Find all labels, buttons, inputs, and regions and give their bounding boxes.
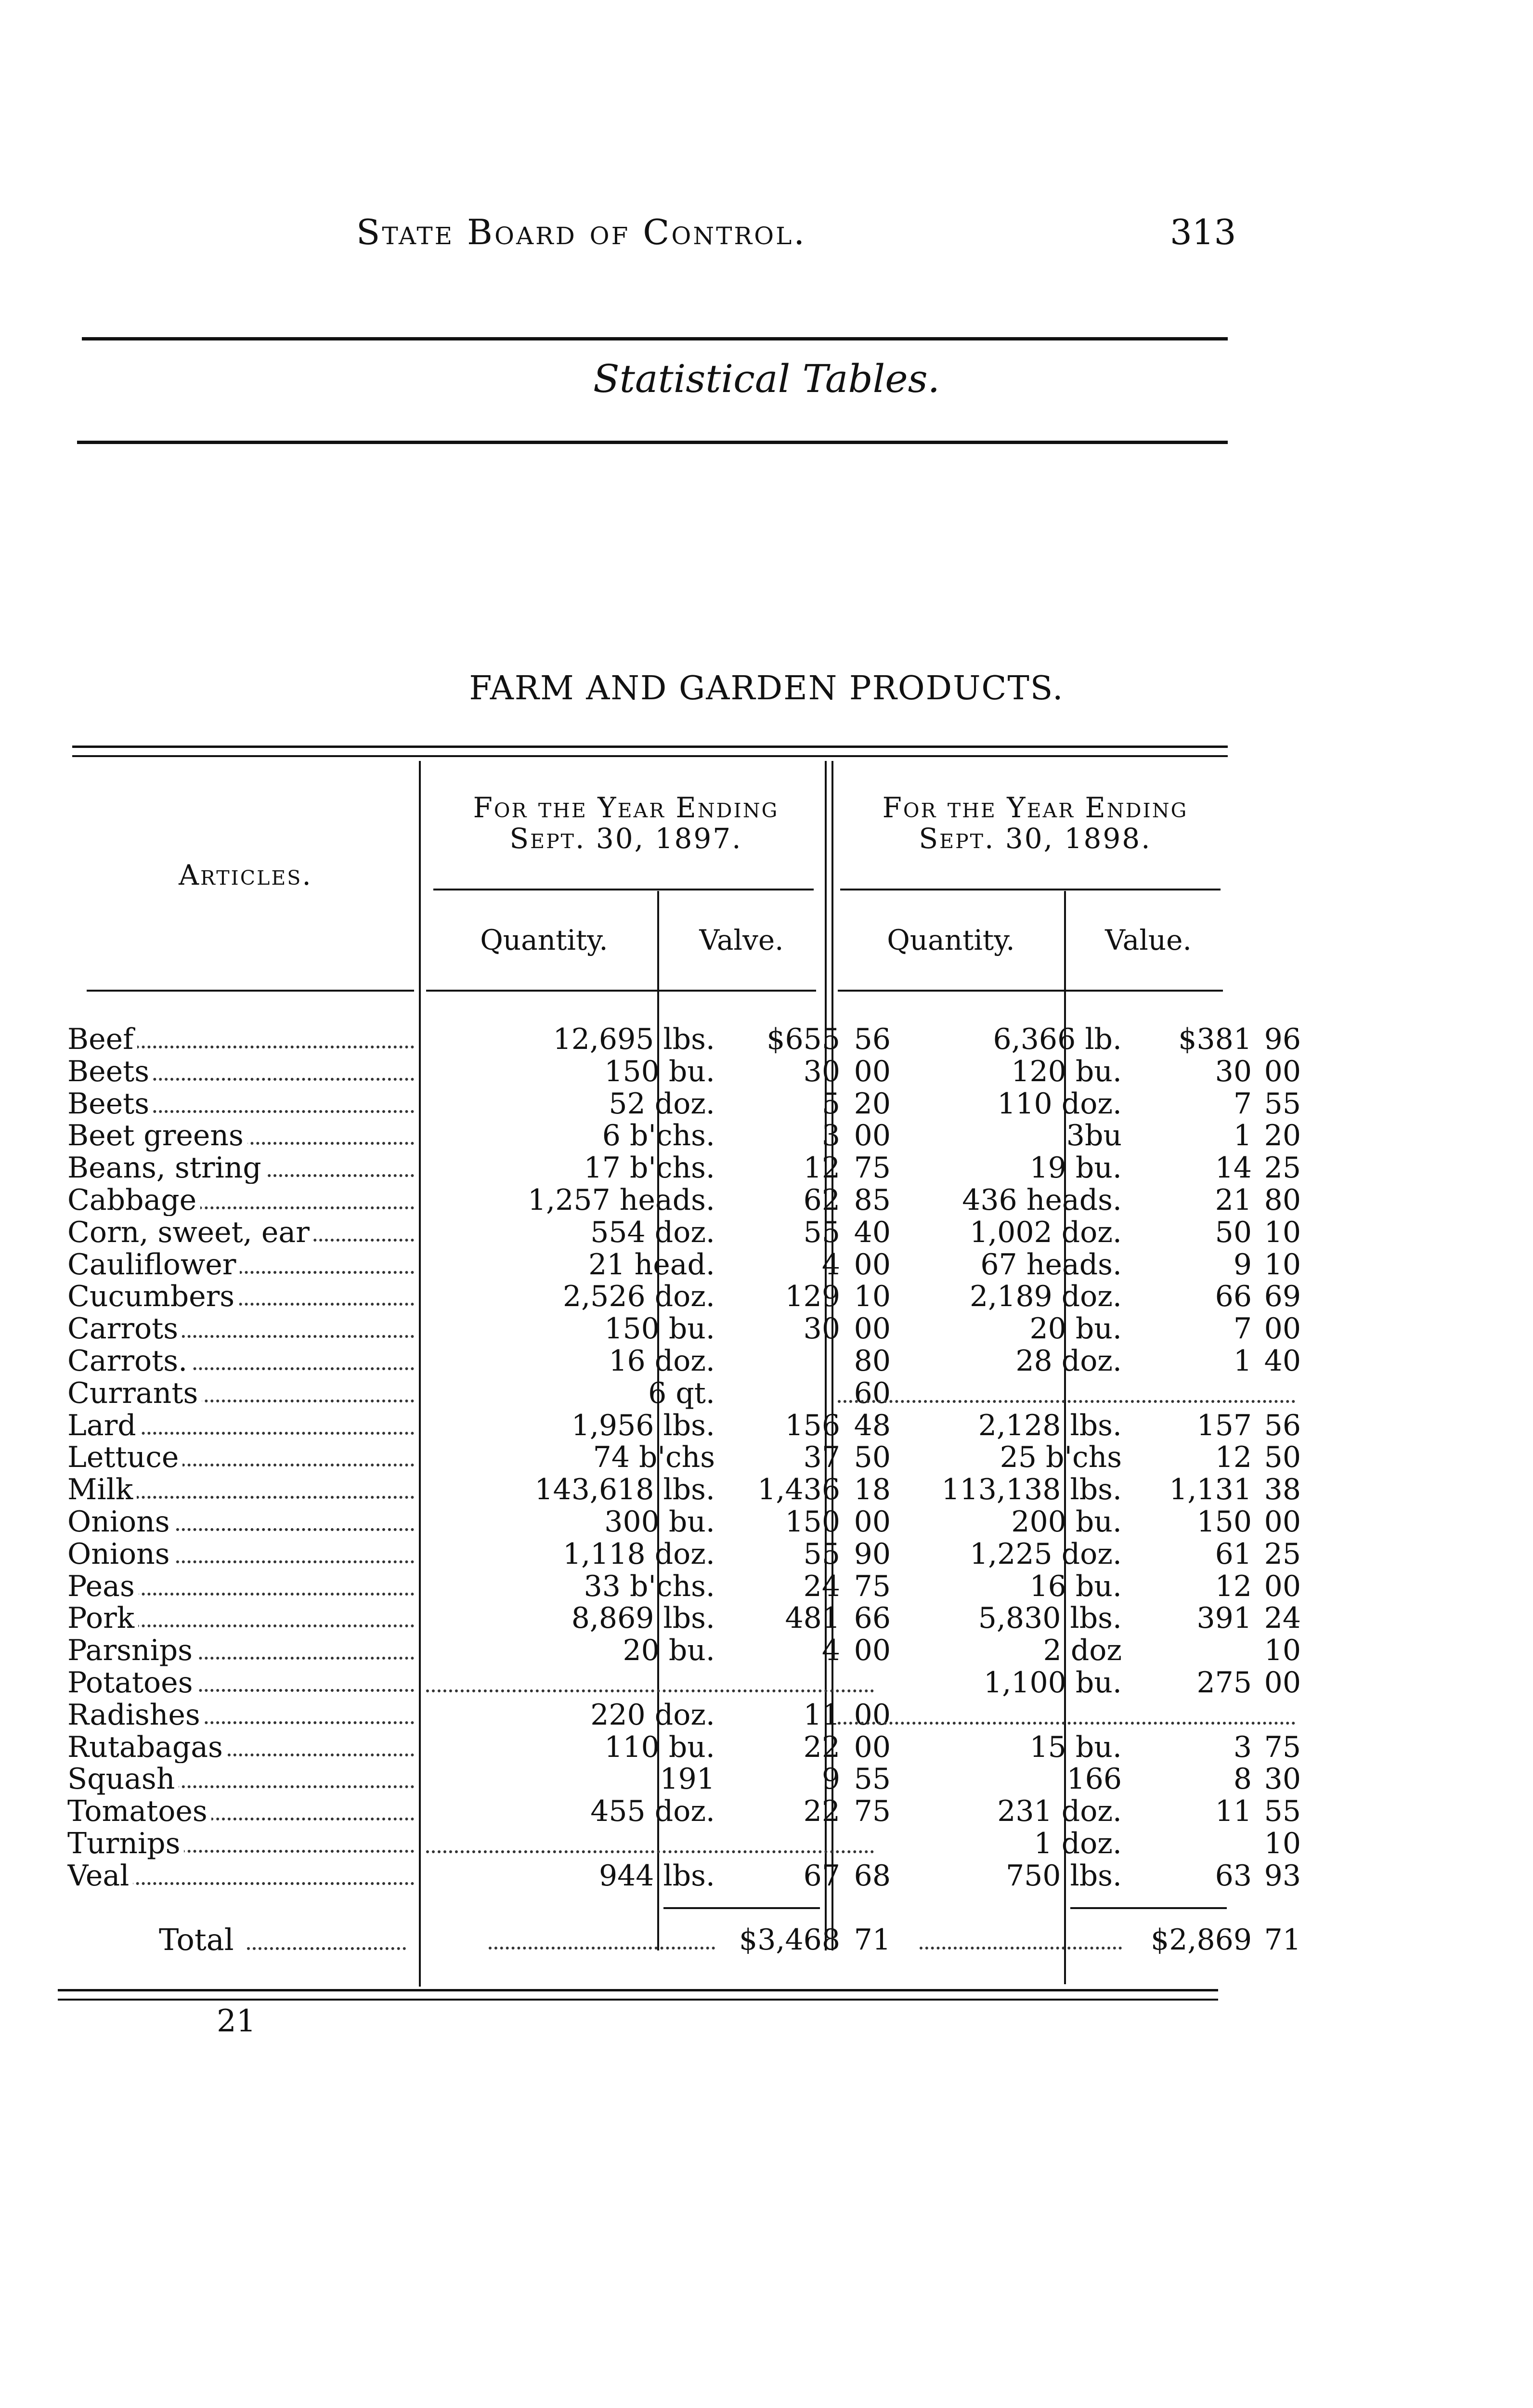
total-row xyxy=(67,1922,1301,1957)
table-title: FARM AND GARDEN PRODUCTS. xyxy=(469,669,1064,707)
quantity-1898-cell: 166 xyxy=(1066,1762,1122,1796)
value-1898-dollars-cell: 3 xyxy=(1233,1730,1252,1764)
value-1898-cents-cell: 10 xyxy=(1264,1827,1301,1860)
value-1897-dollars-cell: 55 xyxy=(803,1537,840,1571)
article-cell xyxy=(67,1506,414,1538)
value-1898-cents-cell: 80 xyxy=(1264,1183,1301,1217)
quantity-1898-cell: 1,002 doz. xyxy=(969,1216,1122,1249)
quantity-1897-cell: 944 lbs. xyxy=(598,1859,715,1893)
quantity-1898-cell: 231 doz. xyxy=(997,1794,1122,1828)
value-1897-cents-cell: 80 xyxy=(854,1344,891,1378)
value-1897-cents-cell: 75 xyxy=(854,1794,891,1828)
article-label: Lettuce xyxy=(67,1441,182,1473)
value-1898-dollars-cell: $381 xyxy=(1178,1022,1252,1056)
value-1898-cents-cell: 00 xyxy=(1264,1570,1301,1603)
total-dollars-1897: $3,468 xyxy=(739,1923,840,1957)
quantity-1897-cell: 150 bu. xyxy=(604,1312,715,1346)
table-row xyxy=(67,1537,1301,1571)
article-cell xyxy=(67,1763,414,1795)
article-label: Beef xyxy=(67,1023,137,1055)
quantity-1897-cell: 554 doz. xyxy=(590,1216,715,1249)
value-1897-cents-cell: 56 xyxy=(854,1022,891,1056)
table-row xyxy=(67,1119,1301,1152)
value-1898-cents-cell: 93 xyxy=(1264,1859,1301,1893)
value-1898-cents-cell: 00 xyxy=(1264,1312,1301,1346)
value-1897-cents-cell: 00 xyxy=(854,1698,891,1732)
quantity-1898-cell: 113,138 lbs. xyxy=(941,1473,1122,1506)
article-label: Pork xyxy=(67,1602,138,1634)
total-cents-1897: 71 xyxy=(854,1923,891,1957)
value-1897-dollars-cell: $655 xyxy=(766,1022,840,1056)
article-cell xyxy=(67,1731,414,1763)
value-1898-cents-cell: 56 xyxy=(1264,1409,1301,1442)
value-1898-dollars-cell: 391 xyxy=(1196,1601,1252,1635)
value-1897-dollars-cell: 30 xyxy=(803,1055,840,1088)
value-1898-cents-cell: 20 xyxy=(1264,1119,1301,1152)
value-1897-cents-cell: 50 xyxy=(854,1440,891,1474)
value-1898-dollars-cell: 150 xyxy=(1196,1505,1252,1539)
quantity-1898-cell: 6,366 lb. xyxy=(993,1022,1122,1056)
column-header-1897: For the Year Ending Sept. 30, 1897. xyxy=(473,791,779,855)
article-label: Onions xyxy=(67,1538,174,1570)
quantity-1898-cell: 15 bu. xyxy=(1029,1730,1122,1764)
quantity-1897-cell: 150 bu. xyxy=(604,1055,715,1088)
table-row xyxy=(67,1827,1301,1860)
table-row xyxy=(67,1666,1301,1700)
value-1898-dollars-cell: 7 xyxy=(1233,1312,1252,1346)
header-bottom-rule-articles xyxy=(87,990,414,992)
article-label: Cucumbers xyxy=(67,1281,238,1312)
table-row xyxy=(67,1216,1301,1249)
article-label: Currants xyxy=(67,1377,202,1409)
value-1897-dollars-cell: 67 xyxy=(803,1859,840,1893)
quantity-1898-cell: 1,100 bu. xyxy=(984,1666,1122,1700)
quantity-1898-cell: 750 lbs. xyxy=(1005,1859,1122,1893)
column-header-articles: Articles. xyxy=(179,859,312,891)
value-1897-cents-cell: 00 xyxy=(854,1730,891,1764)
blank-1897-leader-dots xyxy=(426,1667,874,1699)
article-cell xyxy=(67,1474,414,1505)
article-label: Cauliflower xyxy=(67,1249,240,1281)
value-1898-dollars-cell: 21 xyxy=(1215,1183,1252,1217)
signature-mark: 21 xyxy=(217,2003,256,2039)
value-1898-cents-cell: 55 xyxy=(1264,1794,1301,1828)
article-label: Beets xyxy=(67,1056,153,1087)
value-1898-cents-cell: 75 xyxy=(1264,1730,1301,1764)
article-label: Beans, string xyxy=(67,1152,265,1184)
value-1897-cents-cell: 85 xyxy=(854,1183,891,1217)
article-cell xyxy=(67,1023,414,1055)
value-1897-dollars-cell: 24 xyxy=(803,1570,840,1603)
value-1898-cents-cell: 10 xyxy=(1264,1216,1301,1249)
article-cell xyxy=(67,1281,414,1312)
table-bottom-rule-1 xyxy=(58,1989,1218,1991)
table-row xyxy=(67,1473,1301,1506)
quantity-1897-cell: 143,618 lbs. xyxy=(534,1473,715,1506)
subheader-rule-1897 xyxy=(433,889,814,890)
article-cell xyxy=(67,1699,414,1731)
value-1898-dollars-cell: 50 xyxy=(1215,1216,1252,1249)
blank-1897-leader-dots xyxy=(426,1828,874,1859)
article-label: Beets xyxy=(67,1088,153,1120)
table-row xyxy=(67,1859,1301,1893)
value-1897-cents-cell: 00 xyxy=(854,1055,891,1088)
value-1897-dollars-cell: 129 xyxy=(785,1280,840,1313)
value-1897-dollars-cell: 22 xyxy=(803,1730,840,1764)
value-1897-cents-cell: 00 xyxy=(854,1505,891,1539)
article-cell xyxy=(67,1538,414,1570)
value-1898-cents-cell: 55 xyxy=(1264,1087,1301,1121)
article-label: Parsnips xyxy=(67,1635,196,1666)
value-1898-dollars-cell: 30 xyxy=(1215,1055,1252,1088)
article-label: Cabbage xyxy=(67,1184,200,1216)
value-1898-dollars-cell: 7 xyxy=(1233,1087,1252,1121)
quantity-1897-cell: 16 doz. xyxy=(609,1344,715,1378)
value-1897-dollars-cell: 4 xyxy=(821,1634,840,1667)
table-row xyxy=(67,1570,1301,1603)
value-1898-dollars-cell: 275 xyxy=(1196,1666,1252,1700)
quantity-1897-cell: 20 bu. xyxy=(623,1634,715,1667)
value-1898-dollars-cell: 11 xyxy=(1215,1794,1252,1828)
value-1897-cents-cell: 00 xyxy=(854,1248,891,1282)
blank-1898-leader-dots xyxy=(838,1377,1295,1409)
value-1898-cents-cell: 25 xyxy=(1264,1537,1301,1571)
quantity-1897-cell: 1,118 doz. xyxy=(562,1537,715,1571)
table-top-rule-1 xyxy=(72,746,1228,748)
value-1898-cents-cell: 25 xyxy=(1264,1151,1301,1185)
article-label: Onions xyxy=(67,1506,174,1538)
quantity-1897-cell: 191 xyxy=(660,1762,715,1796)
quantity-1897-cell: 220 doz. xyxy=(590,1698,715,1732)
article-cell xyxy=(67,1056,414,1087)
value-1898-dollars-cell: 66 xyxy=(1215,1280,1252,1313)
article-label: Squash xyxy=(67,1763,179,1795)
value-1898-dollars-cell: 1 xyxy=(1233,1119,1252,1152)
value-1898-cents-cell: 38 xyxy=(1264,1473,1301,1506)
quantity-1898-cell: 16 bu. xyxy=(1029,1570,1122,1603)
column-header-1898: For the Year Ending Sept. 30, 1898. xyxy=(882,791,1188,855)
article-cell xyxy=(67,1410,414,1441)
value-1897-cents-cell: 75 xyxy=(854,1570,891,1603)
article-label: Radishes xyxy=(67,1699,204,1731)
value-1898-cents-cell: 24 xyxy=(1264,1601,1301,1635)
value-1898-cents-cell: 50 xyxy=(1264,1440,1301,1474)
column-header-value-1898: Value. xyxy=(1105,924,1192,956)
table-row xyxy=(67,1634,1301,1667)
article-label: Turnips xyxy=(67,1828,184,1859)
value-1898-cents-cell: 30 xyxy=(1264,1762,1301,1796)
table-row xyxy=(67,1505,1301,1539)
article-cell xyxy=(67,1860,414,1892)
quantity-1897-cell: 6 qt. xyxy=(648,1376,715,1410)
table-row xyxy=(67,1055,1301,1088)
value-1897-dollars-cell: 9 xyxy=(821,1762,840,1796)
table-row xyxy=(67,1087,1301,1121)
quantity-1898-cell: 1 doz. xyxy=(1034,1827,1122,1860)
running-head: State Board of Control. xyxy=(356,212,807,252)
article-cell xyxy=(67,1795,414,1827)
value-1898-cents-cell: 96 xyxy=(1264,1022,1301,1056)
value-1897-cents-cell: 90 xyxy=(854,1537,891,1571)
value-1898-cents-cell: 10 xyxy=(1264,1634,1301,1667)
table-row xyxy=(67,1762,1301,1796)
header-bottom-rule-1898 xyxy=(838,990,1223,992)
quantity-1897-cell: 21 head. xyxy=(588,1248,715,1282)
value-1897-cents-cell: 55 xyxy=(854,1762,891,1796)
article-label: Rutabagas xyxy=(67,1731,227,1763)
quantity-1898-cell: 120 bu. xyxy=(1011,1055,1122,1088)
total-leader-dots xyxy=(247,1928,406,1950)
value-1898-dollars-cell: 12 xyxy=(1215,1440,1252,1474)
page-number: 313 xyxy=(1170,212,1236,252)
quantity-1897-cell: 2,526 doz. xyxy=(562,1280,715,1313)
quantity-1898-cell: 200 bu. xyxy=(1011,1505,1122,1539)
article-label: Corn, sweet, ear xyxy=(67,1217,313,1248)
table-row xyxy=(67,1730,1301,1764)
article-cell xyxy=(67,1441,414,1473)
value-1897-dollars-cell: 156 xyxy=(785,1409,840,1442)
total-quantity-1897 xyxy=(426,1924,715,1956)
value-1897-cents-cell: 40 xyxy=(854,1216,891,1249)
head-rule-bottom xyxy=(77,441,1228,444)
value-1898-cents-cell: 10 xyxy=(1264,1248,1301,1282)
value-1897-cents-cell: 10 xyxy=(854,1280,891,1313)
value-1897-dollars-cell: 62 xyxy=(803,1183,840,1217)
table-row xyxy=(67,1794,1301,1828)
header-bottom-rule-1897 xyxy=(426,990,816,992)
value-1898-cents-cell: 00 xyxy=(1264,1055,1301,1088)
value-1897-dollars-cell: 1,436 xyxy=(757,1473,840,1506)
value-1898-dollars-cell: 12 xyxy=(1215,1570,1252,1603)
value-1898-dollars-cell: 63 xyxy=(1215,1859,1252,1893)
quantity-1898-cell: 2 doz xyxy=(1043,1634,1122,1667)
quantity-1897-cell: 17 b'chs. xyxy=(584,1151,715,1185)
quantity-1898-cell: 19 bu. xyxy=(1029,1151,1122,1185)
value-1897-cents-cell: 18 xyxy=(854,1473,891,1506)
column-header-value-1897: Valve. xyxy=(699,924,784,956)
value-1897-cents-cell: 75 xyxy=(854,1151,891,1185)
article-label: Peas xyxy=(67,1570,139,1602)
article-label: Potatoes xyxy=(67,1667,196,1699)
value-1897-dollars-cell: 150 xyxy=(785,1505,840,1539)
article-label: Carrots xyxy=(67,1313,182,1345)
quantity-1898-cell: 110 doz. xyxy=(997,1087,1122,1121)
value-1897-dollars-cell: 4 xyxy=(821,1248,840,1282)
value-1897-cents-cell: 60 xyxy=(854,1376,891,1410)
article-label: Beet greens xyxy=(67,1120,247,1152)
article-cell xyxy=(67,1249,414,1281)
value-1897-cents-cell: 66 xyxy=(854,1601,891,1635)
value-1897-dollars-cell: 12 xyxy=(803,1151,840,1185)
value-1897-dollars-cell: 5 xyxy=(821,1087,840,1121)
quantity-1897-cell: 110 bu. xyxy=(604,1730,715,1764)
article-label: Lard xyxy=(67,1410,140,1441)
value-1897-dollars-cell: 55 xyxy=(803,1216,840,1249)
table-row xyxy=(67,1699,1233,1731)
total-rule-1897 xyxy=(663,1907,820,1909)
quantity-1898-cell: 1,225 doz. xyxy=(969,1537,1122,1571)
article-cell xyxy=(67,1667,414,1699)
article-cell xyxy=(67,1217,414,1248)
quantity-1897-cell: 1,956 lbs. xyxy=(571,1409,715,1442)
table-row xyxy=(67,1280,1301,1313)
quantity-1897-cell: 1,257 heads. xyxy=(527,1183,715,1217)
article-cell xyxy=(67,1184,414,1216)
quantity-1897-cell: 52 doz. xyxy=(609,1087,715,1121)
quantity-1897-cell: 6 b'chs. xyxy=(602,1119,715,1152)
table-row xyxy=(67,1248,1301,1282)
value-1897-cents-cell: 00 xyxy=(854,1634,891,1667)
quantity-1898-cell: 20 bu. xyxy=(1029,1312,1122,1346)
value-1898-dollars-cell: 157 xyxy=(1196,1409,1252,1442)
article-cell xyxy=(67,1377,414,1409)
table-row xyxy=(67,1344,1301,1378)
value-1897-cents-cell: 68 xyxy=(854,1859,891,1893)
article-cell xyxy=(67,1088,414,1120)
value-1897-dollars-cell: 22 xyxy=(803,1794,840,1828)
table-row xyxy=(67,1601,1301,1635)
value-1898-dollars-cell: 61 xyxy=(1215,1537,1252,1571)
article-cell xyxy=(67,1570,414,1602)
total-cents-1898: 71 xyxy=(1264,1923,1301,1957)
value-1897-cents-cell: 20 xyxy=(854,1087,891,1121)
quantity-1897-cell: 8,869 lbs. xyxy=(571,1601,715,1635)
total-label-text: Total xyxy=(159,1922,234,1957)
column-header-quantity-1897: Quantity. xyxy=(480,924,608,956)
article-cell xyxy=(67,1152,414,1184)
quantity-1897-cell: 33 b'chs. xyxy=(584,1570,715,1603)
article-label: Tomatoes xyxy=(67,1795,211,1827)
article-cell xyxy=(67,1313,414,1345)
head-rule-top xyxy=(82,337,1228,340)
value-1897-dollars-cell: 37 xyxy=(803,1440,840,1474)
table-row xyxy=(67,1022,1301,1056)
quantity-1898-cell: 28 doz. xyxy=(1015,1344,1122,1378)
table-row xyxy=(67,1440,1301,1474)
quantity-1898-cell: 25 b'chs xyxy=(1000,1440,1122,1474)
column-header-quantity-1898: Quantity. xyxy=(887,924,1015,956)
quantity-1897-cell: 300 bu. xyxy=(604,1505,715,1539)
table-row xyxy=(67,1312,1301,1346)
article-cell xyxy=(67,1828,414,1859)
table-row xyxy=(67,1409,1301,1442)
value-1897-dollars-cell: 481 xyxy=(785,1601,840,1635)
value-1897-cents-cell: 48 xyxy=(854,1409,891,1442)
value-1897-dollars-cell: 11 xyxy=(803,1698,840,1732)
quantity-1898-cell: 2,128 lbs. xyxy=(978,1409,1122,1442)
table-row xyxy=(67,1151,1301,1185)
table-row xyxy=(67,1377,1233,1409)
value-1897-cents-cell: 00 xyxy=(854,1119,891,1152)
value-1897-dollars-cell: 3 xyxy=(821,1119,840,1152)
quantity-1897-cell: 12,695 lbs. xyxy=(553,1022,715,1056)
value-1898-dollars-cell: 8 xyxy=(1233,1762,1252,1796)
total-label xyxy=(159,1924,406,1956)
value-1897-cents-cell: 00 xyxy=(854,1312,891,1346)
value-1898-cents-cell: 00 xyxy=(1264,1666,1301,1700)
quantity-1898-cell: 5,830 lbs. xyxy=(978,1601,1122,1635)
value-1898-cents-cell: 69 xyxy=(1264,1280,1301,1313)
value-1898-dollars-cell: 1,131 xyxy=(1169,1473,1252,1506)
value-1898-cents-cell: 00 xyxy=(1264,1505,1301,1539)
value-1897-dollars-cell: 30 xyxy=(803,1312,840,1346)
subheader-rule-1898 xyxy=(840,889,1221,890)
quantity-1898-cell: 2,189 doz. xyxy=(969,1280,1122,1313)
article-cell xyxy=(67,1120,414,1152)
total-dollars-1898: $2,869 xyxy=(1151,1923,1252,1957)
total-quantity-1898 xyxy=(903,1924,1122,1956)
quantity-1898-cell: 436 heads. xyxy=(962,1183,1122,1217)
article-cell xyxy=(67,1602,414,1634)
quantity-1898-cell: 3bu xyxy=(1066,1119,1122,1152)
table-top-rule-2 xyxy=(72,755,1228,757)
article-cell xyxy=(67,1345,414,1377)
quantity-1897-cell: 455 doz. xyxy=(590,1794,715,1828)
article-label: Milk xyxy=(67,1474,137,1505)
article-label: Carrots. xyxy=(67,1345,191,1377)
table-bottom-rule-2 xyxy=(58,1999,1218,2001)
total-rule-1898 xyxy=(1070,1907,1227,1909)
value-1898-dollars-cell: 1 xyxy=(1233,1344,1252,1378)
article-cell xyxy=(67,1635,414,1666)
blank-1898-leader-dots xyxy=(838,1699,1295,1731)
quantity-1898-cell: 67 heads. xyxy=(980,1248,1122,1282)
value-1898-cents-cell: 40 xyxy=(1264,1344,1301,1378)
section-title: Statistical Tables. xyxy=(593,356,940,401)
article-label: Veal xyxy=(67,1860,133,1892)
value-1898-dollars-cell: 14 xyxy=(1215,1151,1252,1185)
quantity-1897-cell: 74 b'chs xyxy=(593,1440,715,1474)
table-row xyxy=(67,1183,1301,1217)
value-1898-dollars-cell: 9 xyxy=(1233,1248,1252,1282)
